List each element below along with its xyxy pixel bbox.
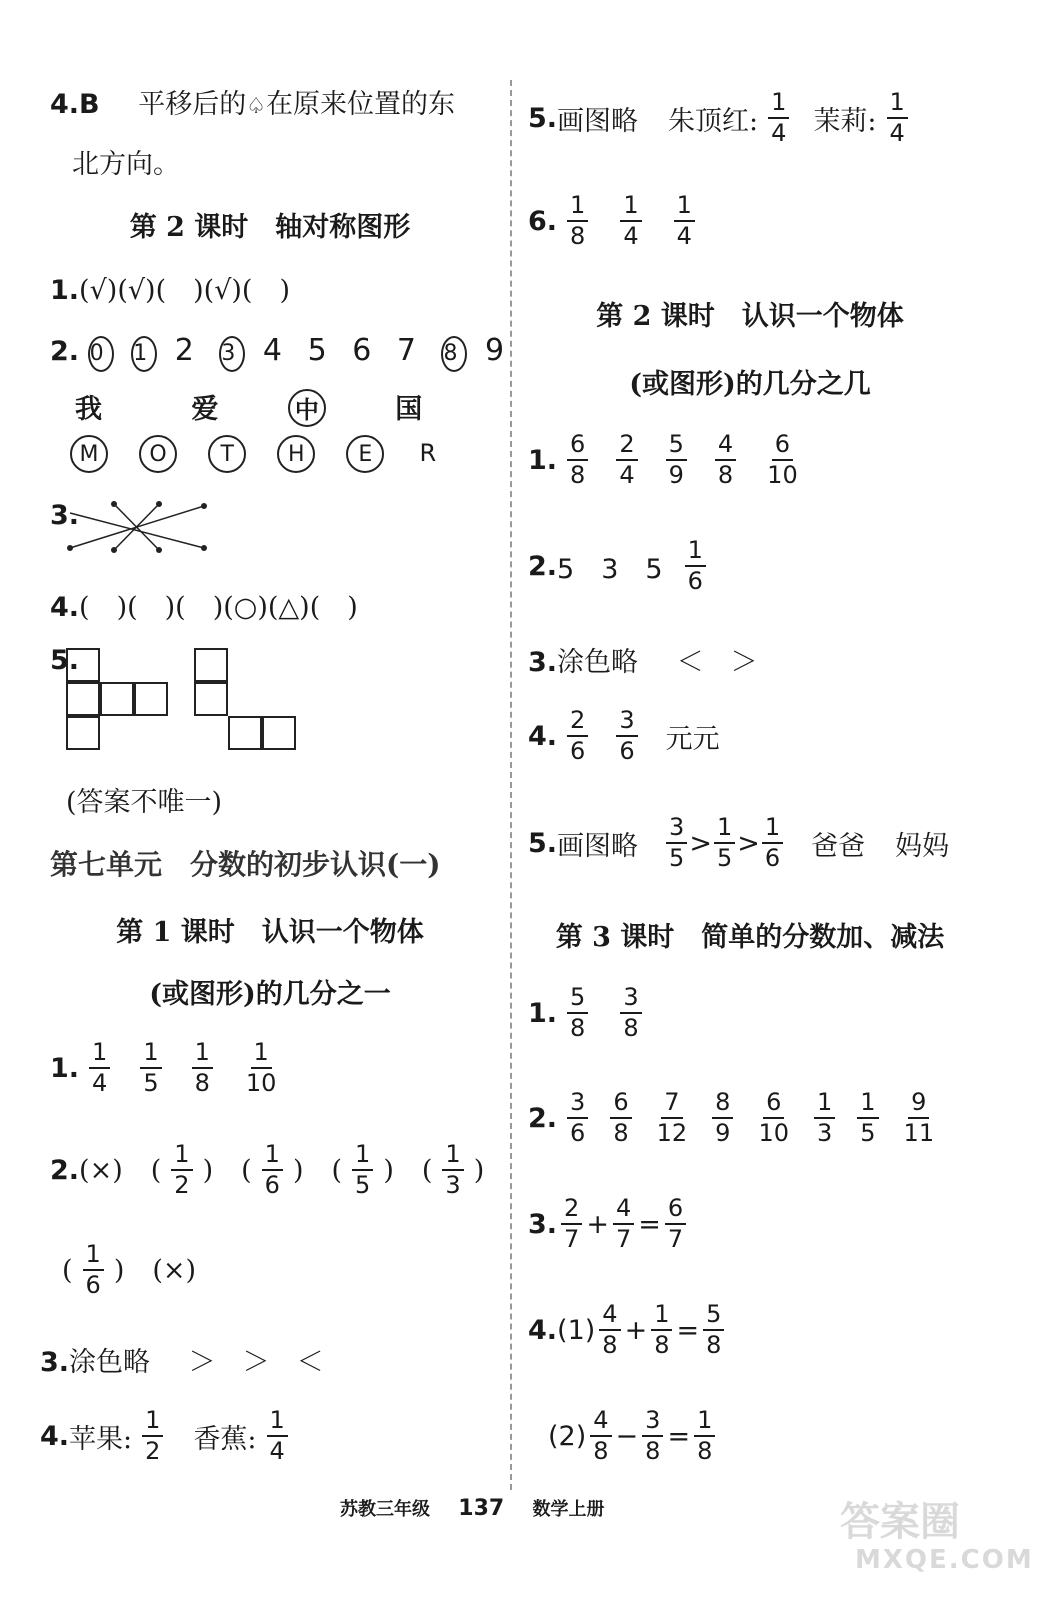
fraction: $\frac{1}{2}$ <box>142 1408 163 1464</box>
fraction: $\frac{6}{10}$ <box>758 1088 789 1148</box>
fraction: $\frac{2}{4}$ <box>616 432 637 488</box>
right-r2q4: 4. $\frac{2}{6}$ $\frac{3}{6}$ 元元 <box>528 706 720 766</box>
fraction: $\frac{5}{8}$ <box>703 1302 724 1358</box>
unit-7-title: 第七单元 分数的初步认识(一) <box>50 848 441 881</box>
right-r2q2: 2. 5 3 5 $\frac{1}{6}$ <box>528 538 716 594</box>
left-l2q2-letters: M O T H E R <box>70 435 436 473</box>
digit-1: 1 <box>131 336 157 372</box>
fraction: $\frac{4}{8}$ <box>590 1408 611 1464</box>
digit-4: 4 <box>262 333 291 368</box>
lesson-2-title: 第 2 课时 轴对称图形 <box>129 212 411 243</box>
fraction: $\frac{3}{5}$ <box>666 815 687 871</box>
fraction: $\frac{1}{6}$ <box>262 1142 283 1198</box>
fraction: $\frac{1}{6}$ <box>685 538 706 594</box>
fraction: $\frac{1}{8}$ <box>567 193 588 249</box>
digit-9: 9 <box>485 333 513 368</box>
lesson-3-title: 第 3 课时 简单的分数加、减法 <box>555 922 945 953</box>
fraction: $\frac{7}{12}$ <box>656 1088 688 1148</box>
left-l2q1: 1.(√)(√)( )(√)( ) <box>50 275 290 306</box>
fraction: $\frac{1}{5}$ <box>352 1142 373 1198</box>
left-l2q2-chars: 我 爱 中 国 <box>75 387 422 427</box>
left-l2q5: 5. <box>50 645 80 676</box>
fraction: $\frac{1}{4}$ <box>620 193 641 249</box>
page-footer: 苏教三年级 137 数学上册 <box>340 1496 605 1521</box>
fraction: $\frac{6}{8}$ <box>610 1090 631 1146</box>
left-l2q3: 3. <box>50 500 80 531</box>
right-lesson-2-title: 第 2 课时 认识一个物体 <box>596 301 904 332</box>
fraction: $\frac{3}{6}$ <box>616 708 637 764</box>
fraction: $\frac{1}{5}$ <box>140 1040 161 1096</box>
left-q4b-cont: 北方向。 <box>72 149 180 180</box>
digit-3: 3 <box>219 336 245 372</box>
fraction: $\frac{6}{7}$ <box>665 1196 686 1252</box>
fraction: $\frac{1}{4}$ <box>267 1408 288 1464</box>
right-q6: 6. $\frac{1}{8}$ $\frac{1}{4}$ $\frac{1}{4}$ <box>528 193 705 249</box>
left-q4b: 4.B 平移后的♤在原来位置的东 <box>50 89 455 120</box>
right-r2q1: 1. $\frac{6}{8}$ $\frac{2}{4}$ $\frac{5}{9}$ $\frac{4}{8}$ $\frac{6}{10}$ <box>528 432 811 488</box>
fraction: $\frac{1}{6}$ <box>83 1242 104 1298</box>
fraction: $\frac{1}{10}$ <box>245 1038 277 1098</box>
fraction: $\frac{5}{9}$ <box>666 432 687 488</box>
fraction: $\frac{3}{6}$ <box>567 1090 588 1146</box>
question-number: 4.B <box>50 89 100 120</box>
fraction: $\frac{8}{9}$ <box>712 1090 733 1146</box>
fraction: $\frac{1}{6}$ <box>762 815 783 871</box>
digit-2: 2 <box>174 333 202 368</box>
watermark-url: MXQE.COM <box>855 1545 1034 1575</box>
fraction: $\frac{2}{7}$ <box>561 1196 582 1252</box>
fraction: $\frac{1}{5}$ <box>857 1090 878 1146</box>
lesson-1-title: 第 1 课时 认识一个物体 <box>116 917 424 948</box>
fraction: $\frac{1}{8}$ <box>694 1408 715 1464</box>
right-r3q4-2: (2) $\frac{4}{8}$ − $\frac{3}{8}$ = $\frac{1}{8}$ <box>548 1408 719 1464</box>
left-l2q2-digits: 2. 0 1 2 3 4 5 6 7 8 9 <box>50 333 512 372</box>
fraction: $\frac{1}{4}$ <box>887 90 908 146</box>
fraction: $\frac{4}{7}$ <box>613 1196 634 1252</box>
fraction: $\frac{1}{2}$ <box>171 1142 192 1198</box>
fraction: $\frac{6}{10}$ <box>767 430 798 490</box>
left-l1q3: 3.涂色略 ＞ ＞ ＜ <box>40 1347 324 1378</box>
fraction: $\frac{1}{4}$ <box>89 1040 110 1096</box>
fraction: $\frac{6}{8}$ <box>567 432 588 488</box>
right-r3q4-1: 4. (1) $\frac{4}{8}$ + $\frac{1}{8}$ = $\frac{5}{8}$ <box>528 1302 728 1358</box>
digit-5: 5 <box>307 333 335 368</box>
fraction: $\frac{2}{6}$ <box>567 708 588 764</box>
right-q5: 5. 画图略 朱顶红: $\frac{1}{4}$ 茉莉: $\frac{1}{4}$ <box>528 90 918 146</box>
right-r2q3: 3.涂色略 ＜ ＞ <box>528 647 758 678</box>
watermark-logo: 答案圈 <box>840 1499 960 1545</box>
fraction: $\frac{1}{5}$ <box>714 815 735 871</box>
page-number: 137 <box>458 1496 505 1521</box>
fraction: $\frac{1}{4}$ <box>768 90 789 146</box>
fraction: $\frac{1}{3}$ <box>442 1142 463 1198</box>
left-l1q2: 2. (×) ( $\frac{1}{2}$ ) ( $\frac{1}{6}$ ) ( $\frac{1}{5}$ ) ( $\frac{1}{3}$ ) <box>50 1140 485 1200</box>
column-divider <box>510 80 512 1490</box>
answer-not-unique-note: (答案不唯一) <box>66 787 223 818</box>
fraction: $\frac{1}{3}$ <box>814 1090 835 1146</box>
right-r3q3: 3. $\frac{2}{7}$ + $\frac{4}{7}$ = $\frac{6}{7}$ <box>528 1196 690 1252</box>
right-r3q2: 2. $\frac{3}{6}$ $\frac{6}{8}$ $\frac{7}{12}$ $\frac{8}{9}$ $\frac{6}{10}$ $\frac{1}{3}$ $\frac{1}{5}$ $\frac{9}{11}$ <box>528 1090 947 1146</box>
circled-char: 中 <box>288 389 326 427</box>
left-l1q1: 1. $\frac{1}{4}$ $\frac{1}{5}$ $\frac{1}{8}$ $\frac{1}{10}$ <box>50 1040 289 1096</box>
fraction: $\frac{1}{8}$ <box>651 1302 672 1358</box>
fraction: $\frac{3}{8}$ <box>642 1408 663 1464</box>
digit-6: 6 <box>352 333 380 368</box>
fraction: $\frac{1}{4}$ <box>674 193 695 249</box>
right-r3q1: 1. $\frac{5}{8}$ $\frac{3}{8}$ <box>528 985 652 1041</box>
lesson-1-subtitle: (或图形)的几分之一 <box>149 979 391 1010</box>
matching-lines <box>62 498 212 556</box>
fraction: $\frac{4}{8}$ <box>599 1302 620 1358</box>
digit-0: 0 <box>88 336 114 372</box>
right-lesson-2-subtitle: (或图形)的几分之几 <box>629 369 871 400</box>
left-l2q4: 4.( )( )( )(○)(△)( ) <box>50 592 358 623</box>
digit-7: 7 <box>396 333 424 368</box>
left-l1q2-cont: ( $\frac{1}{6}$ ) (×) <box>62 1240 197 1300</box>
fraction: $\frac{1}{8}$ <box>192 1040 213 1096</box>
balloon-icon: ♤ <box>246 94 266 119</box>
left-l1q4: 4. 苹果: $\frac{1}{2}$ 香蕉: $\frac{1}{4}$ <box>40 1408 298 1464</box>
fraction: $\frac{4}{8}$ <box>715 432 736 488</box>
right-r2q5: 5. 画图略 $\frac{3}{5}$ > $\frac{1}{5}$ > $\frac{1}{6}$ 爸爸 妈妈 <box>528 813 950 873</box>
digit-8: 8 <box>441 336 467 372</box>
fraction: $\frac{9}{11}$ <box>903 1088 935 1148</box>
fraction: $\frac{5}{8}$ <box>567 985 588 1041</box>
fraction: $\frac{3}{8}$ <box>620 985 641 1041</box>
